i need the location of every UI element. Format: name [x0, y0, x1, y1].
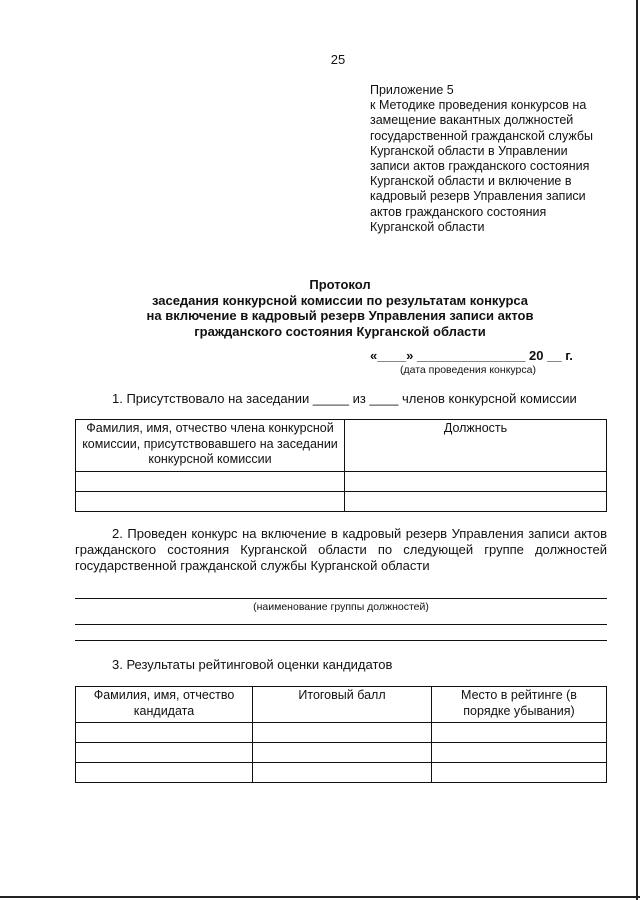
table-cell: [253, 723, 432, 743]
group-name-line: [75, 598, 607, 599]
table-cell: [432, 743, 607, 763]
ranking-header-name: Фамилия, имя, отчество кандидата: [76, 687, 253, 723]
table-row: [76, 763, 607, 783]
members-table-header: [76, 420, 607, 472]
table-row: [76, 743, 607, 763]
table-row: [76, 472, 607, 492]
members-header-name: Фамилия, имя, отчество члена конкурсной комиссии, присутствовавшего на заседании конкурсной комиссии: [76, 420, 345, 472]
page-number: 25: [330, 52, 346, 67]
section-1-text: 1. Присутствовало на заседании _____ из ____ членов конкурсной комиссии: [112, 391, 577, 406]
blank-line-2: [75, 640, 607, 641]
members-header-position: Должность: [345, 420, 607, 472]
heading-line-2: заседания конкурсной комиссии по результатам конкурса: [151, 292, 529, 308]
blank-line-1: [75, 624, 607, 625]
scan-edge-bottom: [0, 896, 640, 898]
table-cell: [432, 723, 607, 743]
ranking-table-header: [76, 687, 607, 723]
heading-line-1: Протокол: [309, 277, 371, 292]
section-2-text: 2. Проведен конкурс на включение в кадровый резерв Управления записи актов гражданского состояния Курганской области по следующей группе должностей государственной гражданской службы Курганской области: [75, 526, 607, 573]
table-cell: [76, 743, 253, 763]
table-cell: [76, 472, 345, 492]
table-row: [76, 723, 607, 743]
date-line: «____» _______________ 20 __ г.: [370, 348, 573, 363]
table-cell: [76, 723, 253, 743]
scan-edge-right: [636, 0, 638, 900]
table-cell: [253, 743, 432, 763]
appendix-block: [370, 83, 610, 235]
heading-line-3: на включение в кадровый резерв Управления записи актов: [146, 308, 534, 323]
date-caption: (дата проведения конкурса): [400, 364, 536, 376]
appendix-title: Приложение 5: [370, 83, 454, 97]
ranking-header-place: Место в рейтинге (в порядке убывания): [432, 687, 607, 723]
ranking-table: [75, 686, 607, 783]
heading-line-4: гражданского состояния Курганской области: [194, 323, 486, 339]
group-name-caption: (наименование группы должностей): [253, 601, 429, 613]
table-cell: [76, 492, 345, 512]
table-cell: [345, 472, 607, 492]
ranking-header-score: Итоговый балл: [253, 687, 432, 723]
table-row: [76, 492, 607, 512]
appendix-body: к Методике проведения конкурсов на замещение вакантных должностей государственной гражданской службы Курганской области в Управлении записи актов гражданского состояния Курганской области и включение в кадровый резерв Управления записи актов гражданского состояния Курганской области: [370, 98, 593, 234]
protocol-heading: [90, 277, 590, 339]
table-cell: [345, 492, 607, 512]
table-cell: [253, 763, 432, 783]
table-cell: [76, 763, 253, 783]
section-3-text: 3. Результаты рейтинговой оценки кандидатов: [112, 657, 393, 672]
members-table: [75, 419, 607, 512]
table-cell: [432, 763, 607, 783]
